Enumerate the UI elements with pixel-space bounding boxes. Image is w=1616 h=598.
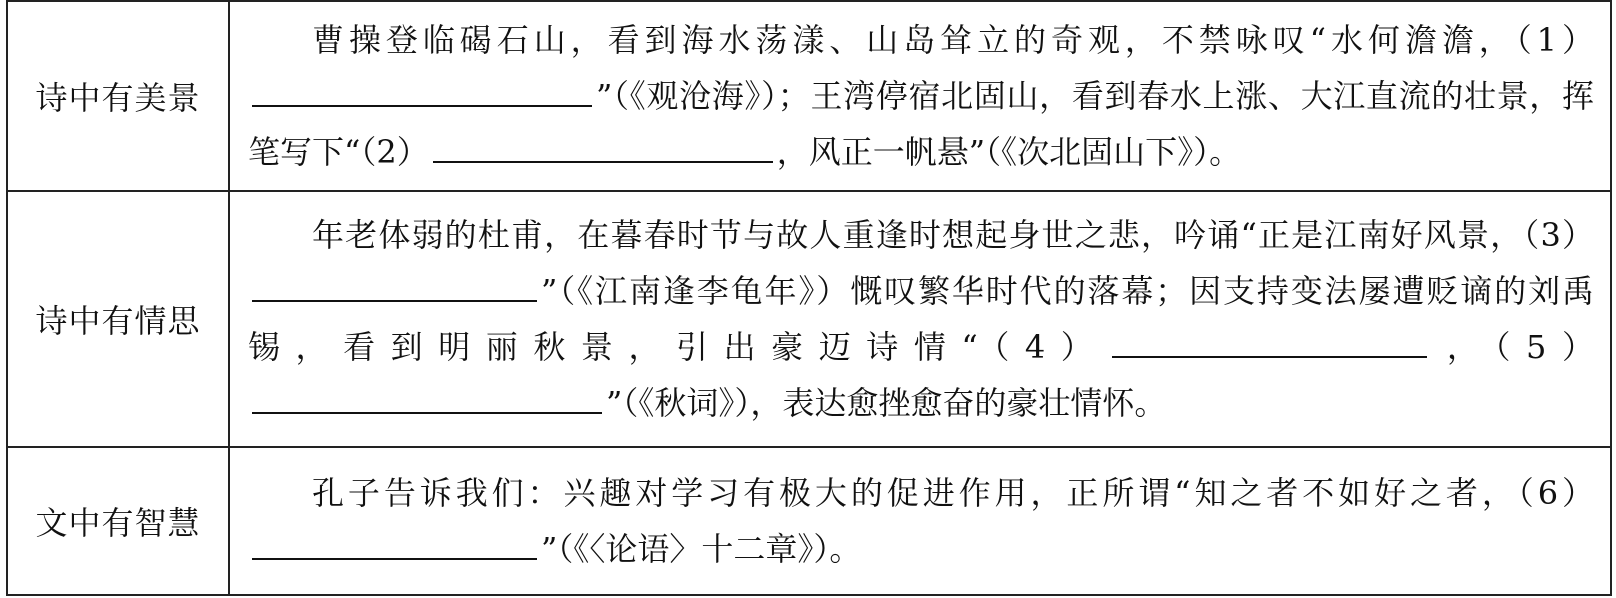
paragraph-emotion <box>248 207 1594 431</box>
paragraph-scenery <box>248 12 1594 180</box>
paragraph-wisdom <box>248 465 1594 577</box>
text-segment: ，风正一帆悬”（《次北固山下》）。 <box>776 133 1242 171</box>
text-segment: 孔子告诉我们：兴趣对学习有极大的促进作用，正所谓“知之者不如好之者，（6） <box>312 474 1594 512</box>
text-segment: ”（《〈论语〉十二章》）。 <box>541 530 862 568</box>
text-segment: 曹操登临碣石山，看到海水荡漾、山岛耸立的奇观，不禁咏叹“水何澹澹，（1） <box>312 21 1594 59</box>
answer-blank-5[interactable] <box>252 384 602 414</box>
text-segment: ”（《江南逢李龟年》）慨叹繁华时代的落幕；因支持变法屡遭贬谪的刘禹锡，看到明丽秋景，引出豪迈诗情“（4） <box>248 272 1594 366</box>
row-content-emotion <box>229 191 1611 447</box>
row-content-scenery <box>229 1 1611 191</box>
text-segment: ”（《观沧海》）；王湾停宿北固山，看到春水上涨、大江直流的壮景，挥笔写下“（2） <box>248 77 1594 171</box>
answer-blank-4[interactable] <box>1112 328 1427 358</box>
table-row-wisdom <box>7 447 1611 595</box>
poetry-fill-in-table <box>6 0 1612 596</box>
table-row-emotion <box>7 191 1611 447</box>
row-label-wisdom: 文中有智慧 <box>7 447 229 595</box>
row-label-scenery: 诗中有美景 <box>7 1 229 191</box>
row-label-emotion: 诗中有情思 <box>7 191 229 447</box>
text-segment: ，（5） <box>1431 328 1594 366</box>
answer-blank-2[interactable] <box>433 133 773 163</box>
answer-blank-3[interactable] <box>252 272 537 302</box>
row-content-wisdom <box>229 447 1611 595</box>
table-row-scenery <box>7 1 1611 191</box>
answer-blank-1[interactable] <box>252 77 592 107</box>
answer-blank-6[interactable] <box>252 530 537 560</box>
text-segment: 年老体弱的杜甫，在暮春时节与故人重逢时想起身世之悲，吟诵“正是江南好风景，（3） <box>312 216 1594 254</box>
text-segment: ”（《秋词》），表达愈挫愈奋的豪壮情怀。 <box>606 384 1167 422</box>
